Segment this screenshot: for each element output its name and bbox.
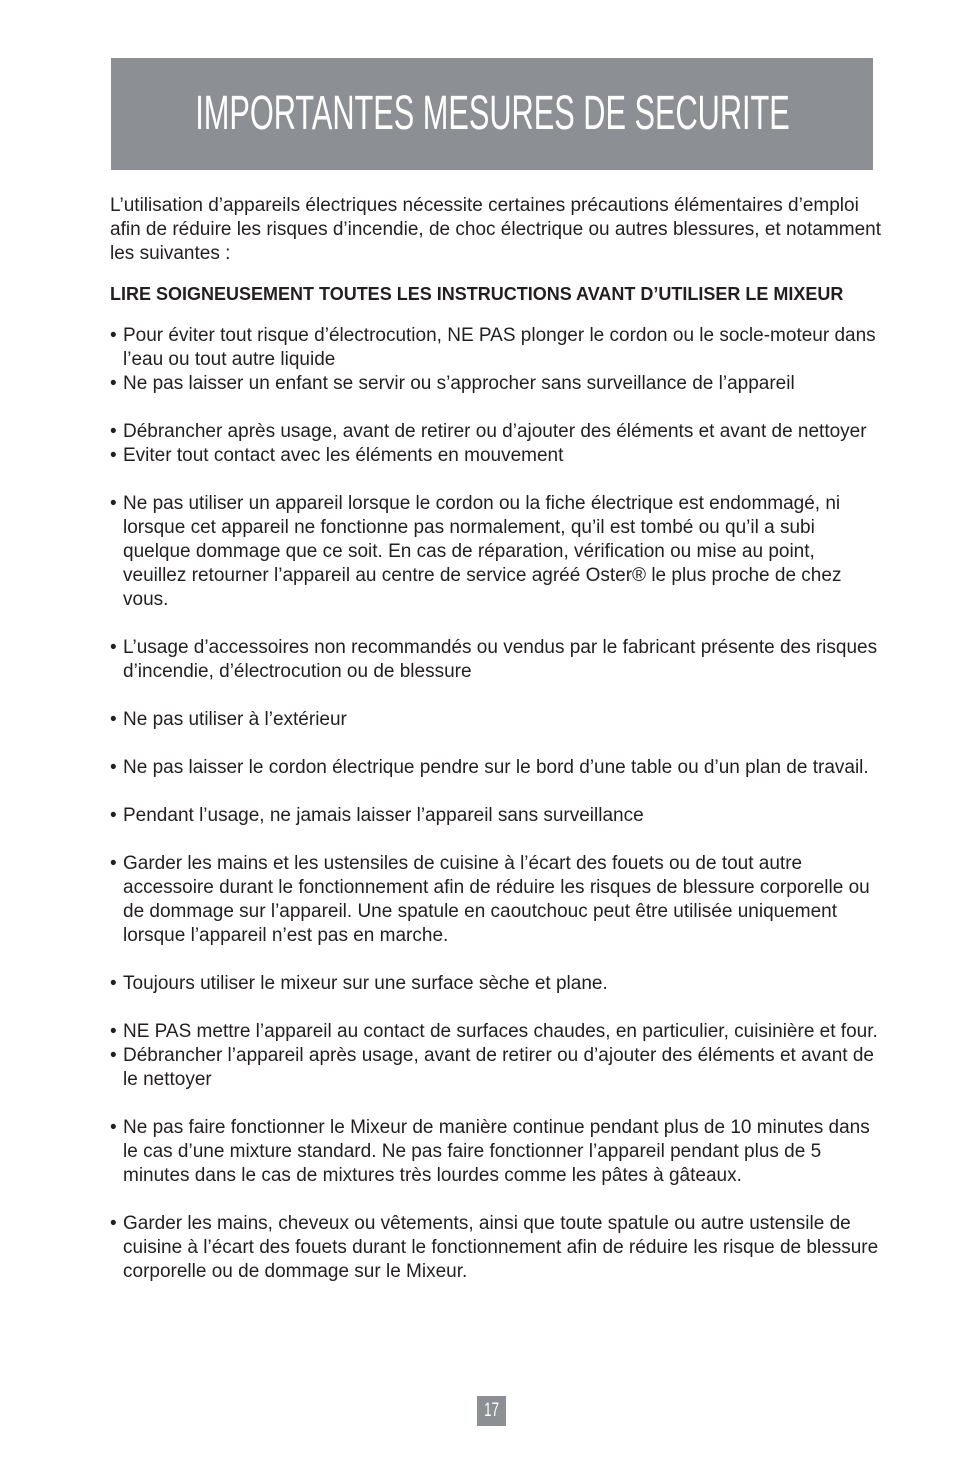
list-item [110, 324, 882, 372]
safety-group [110, 420, 882, 468]
safety-group [110, 324, 882, 396]
list-item-text: Débrancher après usage, avant de retirer ou d’ajouter des éléments et avant de nettoyer [123, 421, 867, 442]
list-item [110, 636, 882, 684]
list-item-text: NE PAS mettre l’appareil au contact de surfaces chaudes, en particulier, cuisinière et four. [123, 1021, 878, 1042]
bullet-marker: • [110, 637, 117, 658]
list-item-text: Pour éviter tout risque d’électrocution, NE PAS plonger le cordon ou le socle-moteur dans l’eau ou tout autre liquide [123, 325, 876, 370]
list-item-text: L’usage d’accessoires non recommandés ou vendus par le fabricant présente des risques d’incendie, d’électrocution ou de blessure [123, 637, 878, 682]
bullet-marker: • [110, 1021, 117, 1042]
list-item-text: Pendant l’usage, ne jamais laisser l’appareil sans surveillance [123, 805, 644, 826]
bullet-marker: • [110, 973, 117, 994]
intro-paragraph: L’utilisation d’appareils électriques nécessite certaines précautions élémentaires d’emploi afin de réduire les risques d’incendie, de choc électrique ou autres blessures, et notamment les suivantes : [110, 195, 881, 264]
safety-group [110, 1212, 882, 1284]
safety-group [110, 756, 882, 780]
safety-list [110, 324, 882, 1284]
bullet-marker: • [110, 805, 117, 826]
safety-group [110, 1020, 882, 1092]
safety-group [110, 636, 882, 684]
list-item-text: Ne pas utiliser un appareil lorsque le cordon ou la fiche électrique est endommagé, ni lorsque cet appareil ne fonctionne pas normalement, qu’il est tombé ou qu’il a subi quelque dommage que ce soit. En cas de réparation, vérification ou mise au point, veuillez retourner l’appareil au centre de service agréé Oster® le plus proche de chez vous. [123, 493, 842, 610]
list-item [110, 852, 882, 948]
list-item [110, 420, 882, 444]
list-item-text: Ne pas laisser le cordon électrique pendre sur le bord d’une table ou d’un plan de travail. [123, 757, 869, 778]
bullet-marker: • [110, 757, 117, 778]
bullet-marker: • [110, 325, 117, 346]
page-title: IMPORTANTES MESURES DE SECURITE [194, 87, 790, 140]
page-number: 17 [484, 1400, 499, 1421]
bullet-marker: • [110, 1213, 117, 1234]
bullet-marker: • [110, 853, 117, 874]
bullet-marker: • [110, 709, 117, 730]
list-item [110, 372, 882, 396]
list-item [110, 756, 882, 780]
list-item [110, 492, 882, 612]
safety-group [110, 492, 882, 612]
list-item [110, 1116, 882, 1188]
page-number-badge [477, 1396, 506, 1426]
safety-group [110, 972, 882, 996]
list-item [110, 972, 882, 996]
safety-group [110, 1116, 882, 1188]
list-item-text: Garder les mains et les ustensiles de cuisine à l’écart des fouets ou de tout autre accessoire durant le fonctionnement afin de réduire les risques de blessure corporelle ou de dommage sur l’appareil. Une spatule en caoutchouc peut être utilisée uniquement lorsque l’appareil n’est pas en marche. [123, 853, 870, 946]
list-item [110, 804, 882, 828]
list-item-text: Ne pas utiliser à l’extérieur [123, 709, 347, 730]
list-item-text: Garder les mains, cheveux ou vêtements, ainsi que toute spatule ou autre ustensile de cuisine à l’écart des fouets durant le fonctionnement afin de réduire les risque de blessure corporelle ou de dommage sur le Mixeur. [123, 1213, 879, 1282]
list-item-text: Débrancher l’appareil après usage, avant de retirer ou d’ajouter des éléments et avant de le nettoyer [123, 1045, 874, 1090]
bullet-marker: • [110, 1117, 117, 1138]
bullet-marker: • [110, 421, 117, 442]
bullet-marker: • [110, 373, 117, 394]
list-item [110, 1044, 882, 1092]
bullet-marker: • [110, 445, 117, 466]
list-item-text: Ne pas faire fonctionner le Mixeur de manière continue pendant plus de 10 minutes dans le cas d’une mixture standard. Ne pas faire fonctionner l’appareil pendant plus de 5 minutes dans le cas de mixtures très lourdes comme les pâtes à gâteaux. [123, 1117, 870, 1186]
title-banner [111, 58, 873, 170]
list-item [110, 708, 882, 732]
bullet-marker: • [110, 1045, 117, 1066]
bullet-marker: • [110, 493, 117, 514]
safety-group [110, 804, 882, 828]
document-body [110, 194, 882, 1284]
list-item [110, 1020, 882, 1044]
list-item [110, 444, 882, 468]
list-item-text: Toujours utiliser le mixeur sur une surface sèche et plane. [123, 973, 608, 994]
instructions-heading: LIRE SOIGNEUSEMENT TOUTES LES INSTRUCTIONS AVANT D’UTILISER LE MIXEUR [110, 284, 844, 304]
list-item-text: Ne pas laisser un enfant se servir ou s’approcher sans surveillance de l’appareil [123, 373, 795, 394]
safety-group [110, 708, 882, 732]
list-item [110, 1212, 882, 1284]
list-item-text: Eviter tout contact avec les éléments en mouvement [123, 445, 564, 466]
safety-group [110, 852, 882, 948]
